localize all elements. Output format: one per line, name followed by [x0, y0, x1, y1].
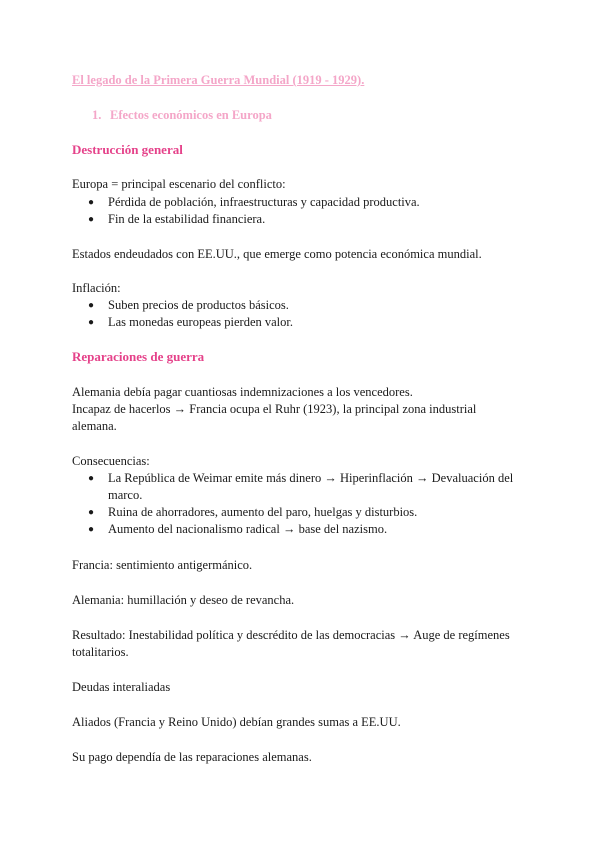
list-item: ● Fin de la estabilidad financiera.	[88, 212, 266, 226]
heading-reparaciones: Reparaciones de guerra	[72, 349, 205, 364]
list-item: ● La República de Weimar emite más dinero → Hiperinflación → Devaluación del marco.	[88, 471, 514, 502]
bullet-icon: ●	[88, 300, 95, 311]
bullet-icon: ●	[88, 214, 95, 225]
bullet-icon: ●	[88, 507, 95, 518]
reparaciones-line1: Alemania debía pagar cuantiosas indemnizaciones a los vencedores.	[72, 385, 413, 399]
bullet-icon: ●	[88, 524, 95, 535]
resultado-text: Resultado: Inestabilidad política y descrédito de las democracias → Auge de regímenes totalitarios.	[72, 628, 510, 659]
deudas-line2: Su pago dependía de las reparaciones alemanas.	[72, 750, 312, 764]
alemania-text: Alemania: humillación y deseo de revancha.	[72, 593, 295, 607]
consequences-bullet-list	[72, 470, 532, 538]
debt-text: Estados endeudados con EE.UU., que emerge como potencia económica mundial.	[72, 247, 482, 261]
destruccion-bullet-list	[72, 194, 532, 228]
francia-text: Francia: sentimiento antigermánico.	[72, 558, 253, 572]
inflation-bullet-list	[72, 297, 532, 331]
list-item: ● Suben precios de productos básicos.	[88, 298, 289, 312]
subtitle-number: 1.	[92, 108, 102, 122]
list-item: ● Las monedas europeas pierden valor.	[88, 315, 294, 329]
inflation-label: Inflación:	[72, 281, 121, 295]
deudas-line1: Aliados (Francia y Reino Unido) debían grandes sumas a EE.UU.	[72, 715, 401, 729]
heading-destruccion: Destrucción general	[72, 142, 183, 157]
reparaciones-line2: Incapaz de hacerlos → Francia ocupa el Ruhr (1923), la principal zona industrial alemana.	[72, 402, 477, 433]
section-subtitle	[92, 108, 272, 123]
bullet-icon: ●	[88, 197, 95, 208]
consequences-label: Consecuencias:	[72, 454, 150, 468]
deudas-label: Deudas interaliadas	[72, 680, 171, 694]
document-title: El legado de la Primera Guerra Mundial (1919 - 1929).	[72, 73, 365, 87]
destruccion-intro: Europa = principal escenario del conflicto:	[72, 177, 286, 191]
bullet-icon: ●	[88, 473, 95, 484]
bullet-icon: ●	[88, 317, 95, 328]
list-item: ● Pérdida de población, infraestructuras y capacidad productiva.	[88, 195, 420, 209]
list-item: ● Aumento del nacionalismo radical → base del nazismo.	[88, 522, 388, 536]
list-item: ● Ruina de ahorradores, aumento del paro, huelgas y disturbios.	[88, 505, 418, 519]
subtitle-text: Efectos económicos en Europa	[110, 108, 272, 122]
